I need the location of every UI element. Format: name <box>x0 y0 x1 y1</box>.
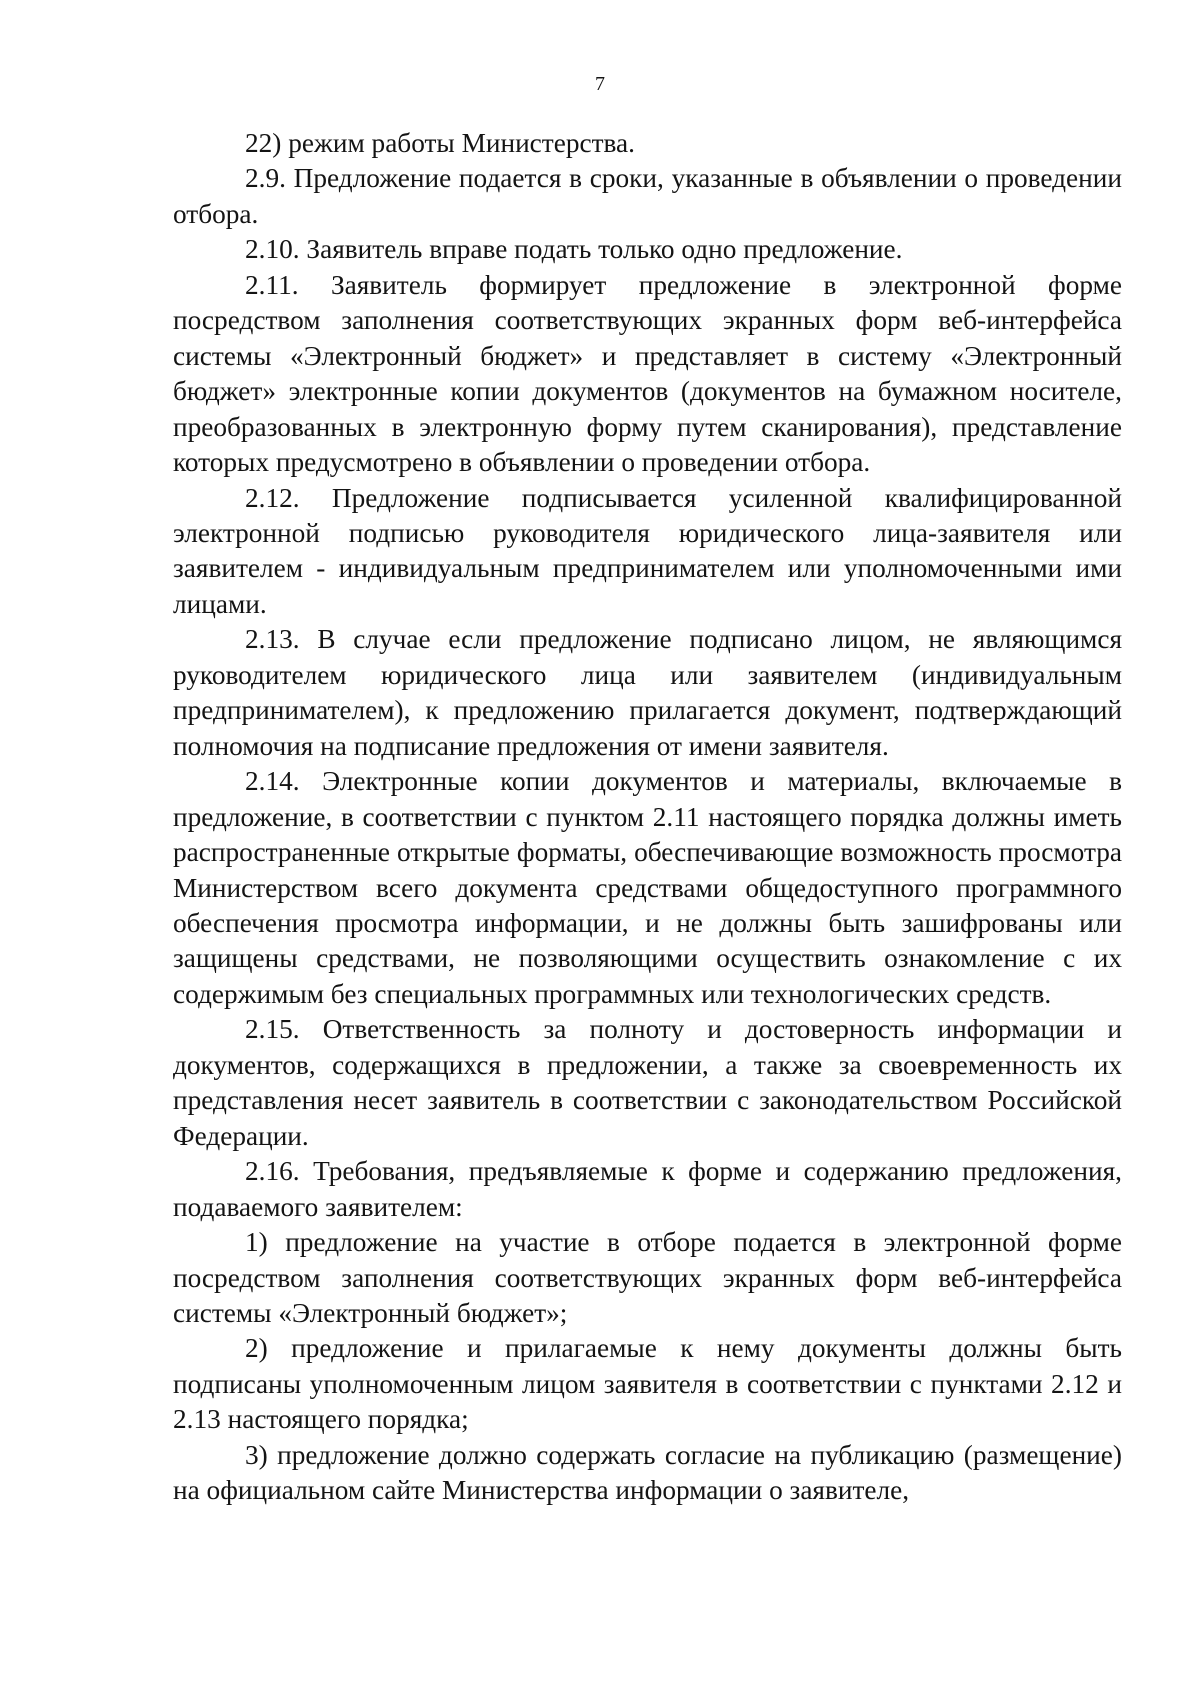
page-number: 7 <box>595 73 605 95</box>
list-item-2: 2) предложение и прилагаемые к нему документы должны быть подписаны уполномоченным лицом заявителя в соответствии с пунктами 2.12 и 2.13 настоящего порядка; <box>173 1333 1122 1435</box>
paragraph-2-14: 2.14. Электронные копии документов и материалы, включаемые в предложение, в соответствии с пунктом 2.11 настоящего порядка должны иметь распространенные открытые форматы, обеспечивающие возможность просмотра Министерством всего документа средствами общедоступного программного обеспечения просмотра информации, и не должны быть зашифрованы или защищены средствами, не позволяющими осуществить ознакомление с их содержимым без специальных программных или технологических средств. <box>173 766 1122 1009</box>
paragraph-item-22: 22) режим работы Министерства. <box>245 128 635 158</box>
paragraph-2-16: 2.16. Требования, предъявляемые к форме и содержанию предложения, подаваемого заявителем: <box>173 1156 1122 1222</box>
paragraph-2-11: 2.11. Заявитель формирует предложение в электронной форме посредством заполнения соответствующих экранных форм веб-интерфейса системы «Электронный бюджет» и представляет в систему «Электронный бюджет» электронные копии документов (документов на бумажном носителе, преобразованных в электронную форму путем сканирования), представление которых предусмотрено в объявлении о проведении отбора. <box>173 269 1122 478</box>
paragraph-2-10: 2.10. Заявитель вправе подать только одно предложение. <box>245 234 903 265</box>
list-item-1: 1) предложение на участие в отборе подается в электронной форме посредством заполнения соответствующих экранных форм веб-интерфейса системы «Электронный бюджет»; <box>173 1227 1122 1328</box>
list-item-3: 3) предложение должно содержать согласие на публикацию (размещение) на официальном сайте Министерства информации о заявителе, <box>173 1439 1122 1506</box>
paragraph-2-15: 2.15. Ответственность за полноту и достоверность информации и документов, содержащихся в предложении, а также за своевременность их представления несет заявитель в соответствии с законодательством Российской Федерации. <box>173 1014 1122 1151</box>
paragraph-2-9: 2.9. Предложение подается в сроки, указанные в объявлении о проведении отбора. <box>173 163 1122 229</box>
paragraph-2-12: 2.12. Предложение подписывается усиленной квалифицированной электронной подписью руководителя юридического лица-заявителя или заявителем - индивидуальным предпринимателем или уполномоченными ими лицами. <box>173 482 1122 619</box>
document-body <box>173 126 1122 1509</box>
paragraph-2-13: 2.13. В случае если предложение подписано лицом, не являющимся руководителем юридического лица или заявителем (индивидуальным предпринимателем), к предложению прилагается документ, подтверждающий полномочия на подписание предложения от имени заявителя. <box>173 624 1122 761</box>
